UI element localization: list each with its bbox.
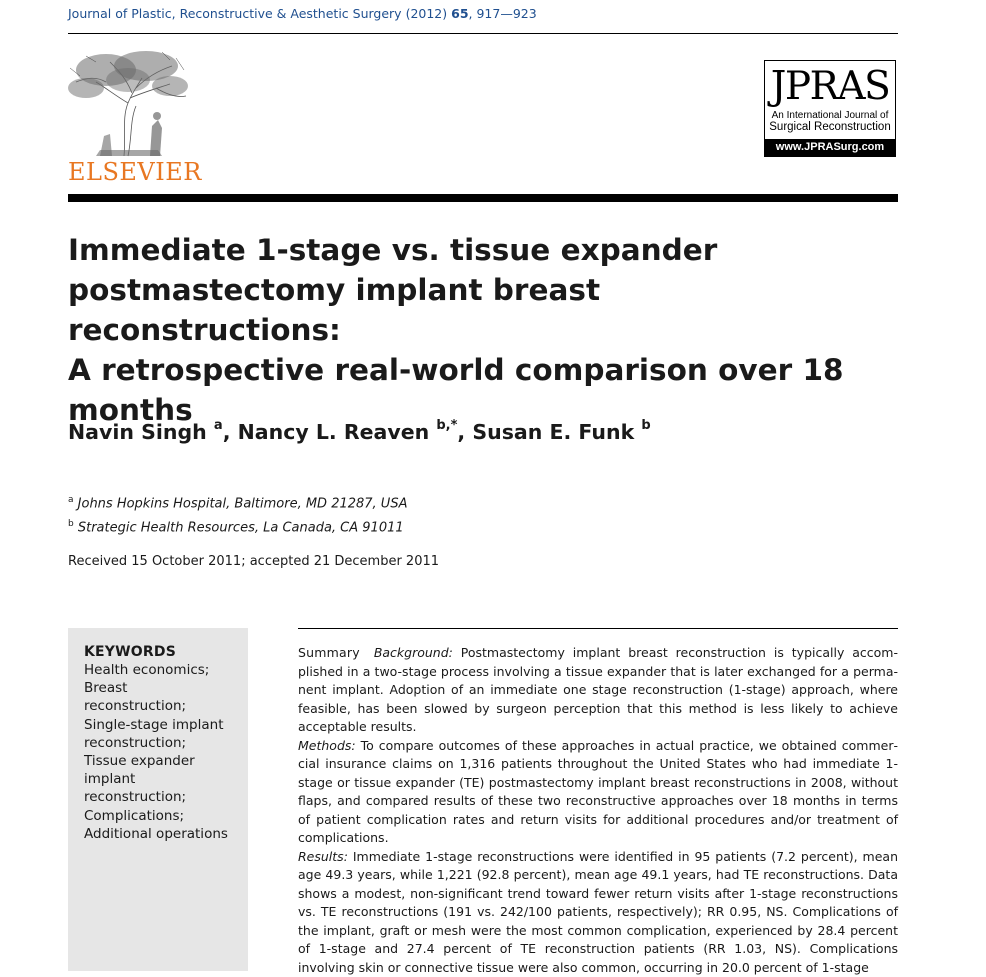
elsevier-tree-logo bbox=[66, 48, 190, 158]
author-name[interactable]: Susan E. Funk bbox=[472, 420, 634, 444]
background-text: Postmastectomy implant breast reconstruction is typically accomplished in a two-stage process involving a tissue expander that is later exchanged for a permanent implant. Adoption of an immediate one stage reconstruction (1-stage) approach, where feasible, has been slowed by surgeon perception that this method is less likely to achieve acceptable results. bbox=[298, 645, 898, 734]
keyword-line: Breast bbox=[84, 679, 248, 697]
author-affil-mark[interactable]: b,* bbox=[436, 418, 457, 433]
keyword-line: implant bbox=[84, 770, 248, 788]
abstract-methods bbox=[298, 737, 898, 848]
affiliation: $^b$ Strategic Health Resources, La Canada, CA 91011 bbox=[68, 514, 407, 538]
abstract-results bbox=[298, 848, 898, 977]
affiliation: $^a$ Johns Hopkins Hospital, Baltimore, MD 21287, USA bbox=[68, 490, 407, 514]
jpras-url[interactable]: www.JPRASurg.com bbox=[765, 139, 895, 156]
keyword-line: reconstruction; bbox=[84, 697, 248, 715]
author-name[interactable]: Nancy L. Reaven bbox=[238, 420, 430, 444]
article-title bbox=[68, 230, 868, 430]
keyword-line: Additional operations bbox=[84, 825, 248, 843]
title-line: months bbox=[68, 393, 193, 427]
keyword-line: reconstruction; bbox=[84, 788, 248, 806]
journal-citation: Journal of Plastic, Reconstructive & Aesthetic Surgery (2012) 65, 917—923 bbox=[68, 6, 537, 21]
keywords-panel bbox=[68, 628, 248, 971]
received-dates: Received 15 October 2011; accepted 21 December 2011 bbox=[68, 554, 439, 569]
methods-label: Methods: bbox=[298, 738, 356, 753]
title-line: Immediate 1-stage vs. tissue expander bbox=[68, 233, 717, 267]
author-affil-mark[interactable]: a bbox=[214, 418, 223, 433]
abstract-background bbox=[298, 644, 898, 737]
keyword-line: reconstruction; bbox=[84, 734, 248, 752]
author-name[interactable]: Navin Singh bbox=[68, 420, 207, 444]
summary-label: Summary bbox=[298, 645, 360, 660]
title-line: A retrospective real-world comparison over 18 bbox=[68, 353, 844, 387]
title-line: postmastectomy implant breast reconstructions: bbox=[68, 273, 600, 347]
keyword-line: Single-stage implant bbox=[84, 716, 248, 734]
masthead-rule bbox=[68, 194, 898, 202]
keywords-heading: KEYWORDS bbox=[84, 644, 248, 660]
results-text: Immediate 1-stage reconstructions were identified in 95 patients (7.2 percent), mean age 49.3 years, while 1,221 (92.8 percent), mean age 49.1 years, had TE reconstructions. Data shows a modest, non-significant trend toward fewer return visits after 1-stage reconstructions vs. TE reconstructions (191 vs. 242/100 patients, respectively); RR 0.95, NS. Complications of the implant, graft or mesh were the most common complication, experienced by 28.4 percent of 1-stage and 27.4 percent of TE reconstruction patients (RR 1.03, NS). Complications involving skin or connective tissue were also common, occurring in 20.0 percent of 1-stage bbox=[298, 849, 898, 975]
keyword-line: Complications; bbox=[84, 807, 248, 825]
background-label: Background: bbox=[374, 645, 453, 660]
abstract-rule bbox=[298, 628, 898, 629]
journal-name: Journal of Plastic, Reconstructive & Aesthetic Surgery bbox=[68, 6, 402, 21]
author-affil-mark[interactable]: b bbox=[641, 418, 650, 433]
results-label: Results: bbox=[298, 849, 348, 864]
jpras-subtitle-2: Surgical Reconstruction bbox=[765, 121, 895, 133]
journal-volume: 65 bbox=[451, 6, 468, 21]
affiliations bbox=[68, 490, 407, 539]
jpras-title: JPRAS bbox=[765, 67, 895, 107]
abstract bbox=[298, 644, 898, 977]
elsevier-wordmark: ELSEVIER bbox=[68, 158, 202, 186]
jpras-logo bbox=[764, 60, 896, 157]
jpras-subtitle-1: An International Journal of bbox=[765, 110, 895, 121]
header-rule bbox=[68, 33, 898, 34]
methods-text: To compare outcomes of these approaches in actual practice, we obtained commercial insurance claims on 1,316 patients throughout the United States who had immediate 1-stage or tissue expander (TE) postmastectomy implant breast reconstructions in 2008, without flaps, and compared results of these two reconstructive approaches over 18 months in terms of patient complication rates and return visits for additional procedures and/or treatment of complications. bbox=[298, 738, 898, 846]
keyword-line: Tissue expander bbox=[84, 752, 248, 770]
journal-year: (2012) bbox=[406, 6, 448, 21]
author-list: Navin Singh $^a$, Nancy L. Reaven $^{b,*}$, Susan E. Funk $^b$ bbox=[68, 420, 651, 444]
keyword-line: Health economics; bbox=[84, 661, 248, 679]
journal-pages: 917—923 bbox=[476, 6, 536, 21]
